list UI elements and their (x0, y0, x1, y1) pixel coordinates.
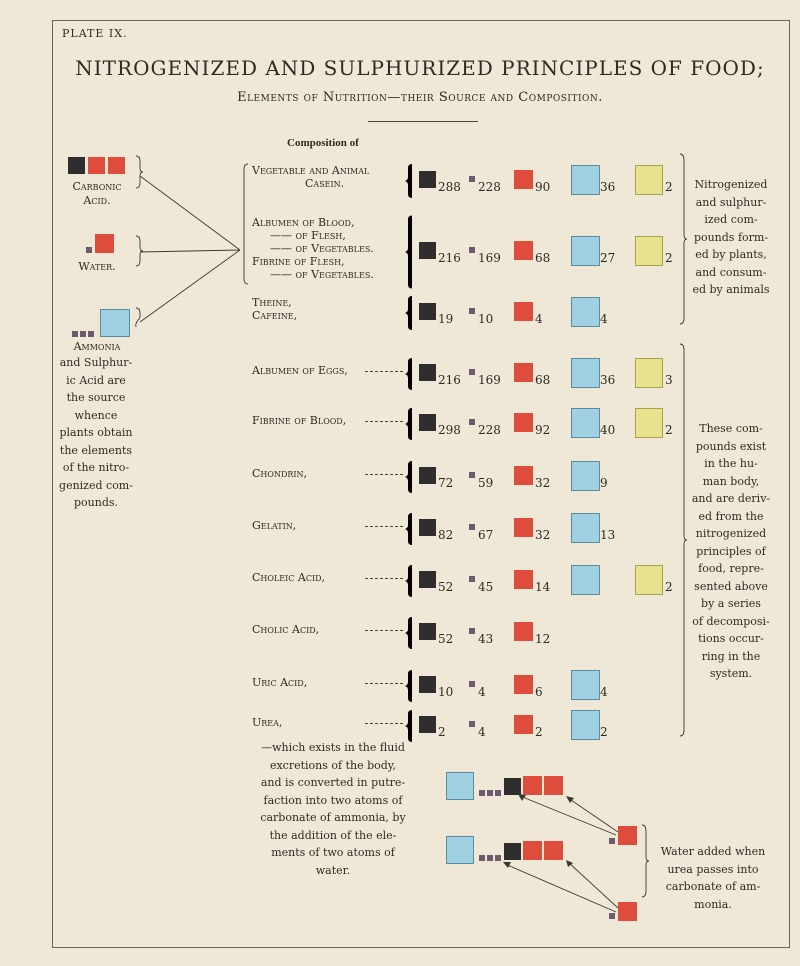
carbon-square (419, 716, 436, 733)
note-line: water. (315, 863, 351, 877)
note-line: pounds form- (693, 230, 769, 244)
hydrogen-square (479, 790, 485, 796)
nitrogen-square (571, 461, 600, 491)
note-line: of decomposi- (692, 614, 770, 628)
carbon-count: 72 (438, 476, 454, 490)
note-line: pounds exist (695, 439, 767, 453)
carbon-square (419, 303, 436, 320)
oxygen-square (544, 841, 563, 860)
urea-note (258, 739, 408, 879)
note-line: pounds. (73, 496, 119, 509)
carbon-count: 216 (438, 251, 461, 265)
oxygen-square (514, 302, 533, 321)
nitrogen-count: 4 (600, 685, 608, 699)
note-line: in the hu- (704, 457, 758, 470)
nitrogen-square (571, 358, 600, 388)
carbon-count: 298 (438, 423, 461, 437)
hydrogen-square (469, 628, 475, 634)
note-line: tions occur- (698, 632, 764, 645)
hydrogen-square (469, 576, 475, 582)
note-line: the elements (59, 443, 133, 457)
compound-name: Cholic Acid, (252, 622, 320, 636)
oxygen-count: 68 (535, 373, 551, 387)
sulphur-square (635, 236, 663, 266)
carbon-count: 216 (438, 373, 461, 387)
hydrogen-square (469, 419, 475, 425)
note-line: monia. (694, 897, 732, 911)
hydrogen-square (469, 721, 475, 727)
hydrogen-square (469, 472, 475, 478)
water-oxygen-square (618, 902, 637, 921)
note-line: by a series (701, 597, 761, 610)
compound-name: Fibrine of Blood, (252, 413, 347, 427)
hydrogen-count: 10 (478, 312, 494, 326)
nitrogen-square (571, 670, 600, 700)
note-line: ized com- (704, 213, 758, 226)
leader-dashes (365, 371, 403, 372)
compound-name: Fibrine of Flesh, (252, 254, 345, 268)
carbonic-acid-label: Carbonic Acid. (72, 180, 122, 207)
note-line: and are deriv- (691, 492, 771, 505)
carbon-square (419, 676, 436, 693)
sulphur-square (635, 358, 663, 388)
nitrogen-square (571, 297, 600, 327)
carbon-count: 52 (438, 632, 454, 646)
nitrogen-count: 27 (600, 251, 616, 265)
sulphur-square (635, 408, 663, 438)
hydrogen-square (469, 369, 475, 375)
note-line: ring in the (701, 649, 761, 663)
nitrogen-square (571, 565, 600, 595)
nitrogen-square (446, 836, 474, 864)
compound-name: Gelatin, (252, 518, 297, 532)
nitrogen-square (571, 710, 600, 740)
ammonia-carbonate-diagram (446, 770, 646, 930)
note-line: and sulphur- (695, 195, 767, 209)
nitrogen-square (446, 772, 474, 800)
water-label: Water. (78, 260, 116, 273)
composition-heading: Composition of (287, 137, 359, 149)
note-line: the addition of the ele- (269, 828, 397, 842)
carbon-count: 10 (438, 685, 454, 699)
oxygen-count: 2 (535, 725, 543, 739)
oxygen-square (514, 241, 533, 260)
note-water (654, 843, 772, 913)
note-line: ments of two atoms of (271, 846, 395, 859)
note-line: faction into two atoms of (263, 793, 403, 807)
nitrogen-count: 2 (600, 725, 608, 739)
compound-name: Albumen of Eggs, (252, 363, 348, 377)
hydrogen-square (469, 247, 475, 253)
oxygen-square (514, 170, 533, 189)
hydrogen-square (495, 790, 501, 796)
leader-dashes (365, 526, 403, 527)
sulphur-square (635, 165, 663, 195)
compound-name: —— of Vegetables. (270, 267, 374, 281)
note-line: carbonate of ammonia, by (260, 811, 406, 824)
hydrogen-square (487, 855, 493, 861)
compound-name: Choleic Acid, (252, 570, 326, 584)
note-line: food, repre- (698, 562, 764, 575)
note-line: system. (709, 667, 753, 680)
note-line: the source (66, 391, 126, 404)
oxygen-square (514, 466, 533, 485)
nitrogen-count: 36 (600, 373, 616, 387)
note-line: —which exists in the fluid (261, 741, 405, 754)
note-line: ic Acid are (66, 373, 126, 387)
oxygen-square (514, 675, 533, 694)
sulphur-count: 2 (665, 251, 673, 265)
carbon-square (419, 467, 436, 484)
sulphur-count: 2 (665, 423, 673, 437)
oxygen-square (523, 841, 542, 860)
hydrogen-count: 4 (478, 685, 486, 699)
carbon-count: 82 (438, 528, 454, 542)
oxygen-count: 32 (535, 528, 551, 542)
oxygen-count: 6 (535, 685, 543, 699)
hydrogen-square (469, 176, 475, 182)
nitrogen-count: 9 (600, 476, 608, 490)
oxygen-count: 32 (535, 476, 551, 490)
oxygen-count: 12 (535, 632, 551, 646)
hydrogen-count: 43 (478, 632, 494, 646)
carbon-square (504, 778, 521, 795)
hydrogen-count: 67 (478, 528, 494, 542)
compound-name: Chondrin, (252, 466, 308, 480)
compound-name: Theine, (252, 296, 292, 309)
hydrogen-square (495, 855, 501, 861)
carbon-count: 288 (438, 180, 461, 194)
carbon-square (419, 571, 436, 588)
compound-name: Vegetable and Animal (252, 164, 370, 177)
oxygen-square (514, 363, 533, 382)
compound-name: Casein. (305, 177, 345, 190)
nitrogen-count: 13 (600, 528, 616, 542)
carbon-square (419, 414, 436, 431)
oxygen-count: 92 (535, 423, 551, 437)
oxygen-square (544, 776, 563, 795)
water-oxygen-square (618, 826, 637, 845)
carbon-square (419, 171, 436, 188)
note-line: excretions of the body, (269, 758, 397, 772)
note-line: These com- (699, 422, 763, 435)
note-line: principles of (696, 544, 766, 558)
note-line: man body, (702, 474, 760, 488)
hydrogen-square (469, 308, 475, 314)
note-line: carbonate of am- (665, 880, 761, 893)
nitrogen-square (571, 513, 600, 543)
nitrogen-square (571, 236, 600, 266)
hydrogen-square (479, 855, 485, 861)
nitrogen-count: 4 (600, 312, 608, 326)
oxygen-square (523, 776, 542, 795)
plate-number: PLATE IX. (62, 27, 128, 40)
note-line: and Sulphur- (59, 356, 133, 369)
carbon-square (419, 364, 436, 381)
compound-name: Albumen of Blood, (252, 215, 355, 229)
oxygen-count: 14 (535, 580, 551, 594)
carbon-count: 19 (438, 312, 454, 326)
nitrogen-count: 40 (600, 423, 616, 437)
nitrogen-count: 36 (600, 180, 616, 194)
oxygen-square (514, 715, 533, 734)
note-line: ed by plants, (695, 248, 767, 261)
hydrogen-count: 228 (478, 423, 501, 437)
carbon-square (504, 843, 521, 860)
oxygen-square (514, 413, 533, 432)
note-line: sented above (694, 579, 768, 593)
compound-name: —— of Flesh, (270, 228, 346, 242)
sulphur-count: 2 (665, 180, 673, 194)
note-line: ed by animals (692, 283, 770, 296)
page-subtitle: Elements of Nutrition—their Source and Composition. (237, 90, 603, 105)
hydrogen-count: 169 (478, 373, 501, 387)
note-line: nitrogenized (695, 527, 767, 540)
note-line: and consum- (695, 265, 767, 279)
compound-name: Urea, (252, 715, 283, 729)
note-line: whence (74, 408, 118, 422)
water-hydrogen-square (609, 838, 615, 844)
leader-dashes (365, 474, 403, 475)
nitrogen-square (571, 165, 600, 195)
oxygen-count: 90 (535, 180, 551, 194)
oxygen-square (514, 518, 533, 537)
hydrogen-count: 228 (478, 180, 501, 194)
oxygen-square (514, 622, 533, 641)
hydrogen-square (487, 790, 493, 796)
leader-dashes (365, 630, 403, 631)
hydrogen-count: 45 (478, 580, 494, 594)
note-line: urea passes into (667, 862, 759, 876)
note-line: plants obtain (59, 426, 133, 439)
oxygen-square (514, 570, 533, 589)
hydrogen-square (469, 524, 475, 530)
carbon-count: 2 (438, 725, 446, 739)
note-line: of the nitro- (62, 461, 130, 474)
leader-dashes (365, 683, 403, 684)
carbon-square (419, 519, 436, 536)
hydrogen-square (469, 681, 475, 687)
hydrogen-count: 59 (478, 476, 494, 490)
note-body (686, 420, 776, 683)
note-line: ed from the (698, 509, 764, 523)
oxygen-count: 68 (535, 251, 551, 265)
compound-name: Cafeine, (252, 309, 298, 322)
page-title: NITROGENIZED AND SULPHURIZED PRINCIPLES OF FOOD; (75, 56, 765, 80)
leader-dashes (365, 421, 403, 422)
note-line: and is converted in putre- (260, 776, 406, 789)
ammonia-label: Ammonia (73, 340, 121, 353)
note-plants (686, 176, 776, 299)
oxygen-count: 4 (535, 312, 543, 326)
carbon-count: 52 (438, 580, 454, 594)
hydrogen-count: 4 (478, 725, 486, 739)
hydrogen-count: 169 (478, 251, 501, 265)
sulphur-square (635, 565, 663, 595)
note-line: Water added when (660, 845, 766, 858)
water-hydrogen-square (609, 913, 615, 919)
leader-dashes (365, 723, 403, 724)
compound-name: —— of Vegetables. (270, 241, 374, 255)
carbon-square (419, 623, 436, 640)
compound-name: Uric Acid, (252, 675, 308, 689)
note-line: genized com- (59, 478, 133, 492)
sulphur-count: 3 (665, 373, 673, 387)
leader-dashes (365, 578, 403, 579)
carbon-square (419, 242, 436, 259)
nitrogen-square (571, 408, 600, 438)
sulphur-count: 2 (665, 580, 673, 594)
note-line: Nitrogenized (694, 178, 768, 191)
